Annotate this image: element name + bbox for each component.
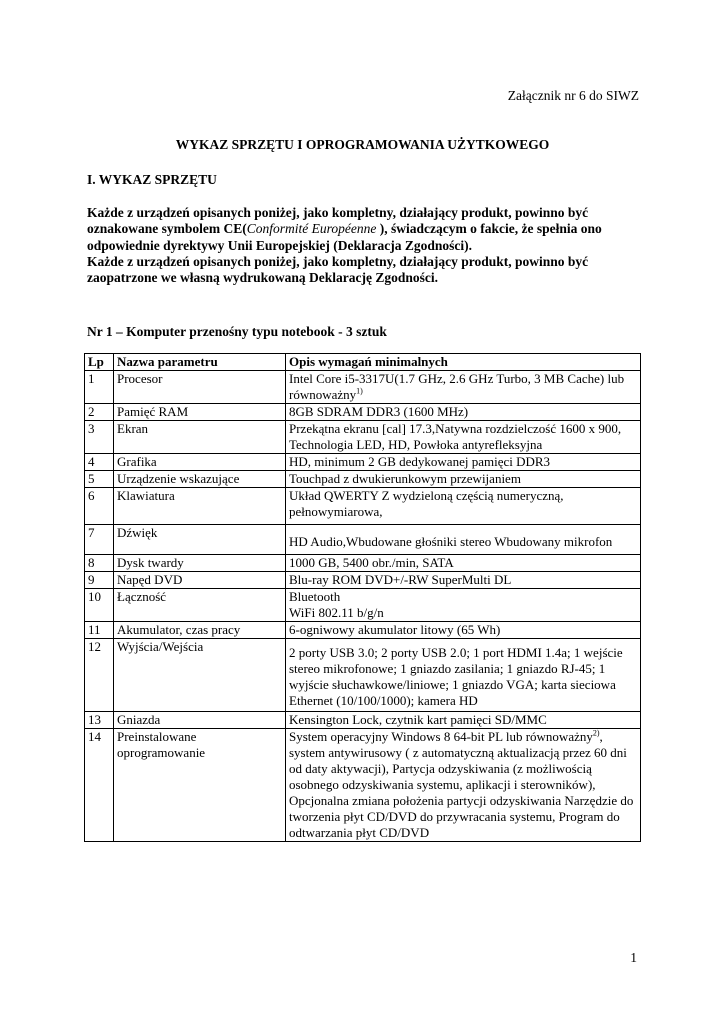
row-lp: 9: [85, 572, 114, 589]
row-desc: System operacyjny Windows 8 64-bit PL lub równoważny$^{2)}$, system antywirusowy ( z automatyczną aktualizacją przez 60 dni od daty aktywacji), Partycja odzyskiwania (z możliwością osobnego odzyskiwania systemu, aplikacji i sterowników), Opcjonalna zmiana położenia partycji odzyskiwania Narzędzie do tworzenia płyt CD/DVD do przywracania systemu, Program do odtwarzania płyt CD/DVD: [286, 729, 641, 842]
document-title: WYKAZ SPRZĘTU I OPROGRAMOWANIA UŻYTKOWEGO: [175, 137, 550, 152]
row-name: Gniazda: [114, 712, 286, 729]
row-name: Dysk twardy: [114, 555, 286, 572]
row-desc: 2 porty USB 3.0; 2 porty USB 2.0; 1 port HDMI 1.4a; 1 wejście stereo mikrofonowe; 1 gniazdo zasilania; 1 gniazdo RJ-45; 1 wyjście słuchawkowe/liniowe; 1 gniazdo VGA; karta sieciowa Ethernet (10/100/1000); kamera HD: [286, 639, 641, 712]
header-name: Nazwa parametru: [114, 354, 286, 371]
row-desc: Kensington Lock, czytnik kart pamięci SD/MMC: [286, 712, 641, 729]
row-name: Ekran: [114, 421, 286, 454]
table-row: [85, 371, 641, 404]
row-name: Grafika: [114, 454, 286, 471]
row-name: Wyjścia/Wejścia: [114, 639, 286, 712]
row-desc: 8GB SDRAM DDR3 (1600 MHz): [286, 404, 641, 421]
intro-paragraph-2: Każde z urządzeń opisanych poniżej, jako kompletny, działający produkt, powinno być zaopatrzone we własną wydrukowaną Deklarację Zgodności.: [87, 253, 589, 286]
row-lp: 7: [85, 525, 114, 555]
row-lp: 13: [85, 712, 114, 729]
intro-text: [87, 205, 647, 286]
row-desc: HD, minimum 2 GB dedykowanej pamięci DDR3: [286, 454, 641, 471]
table-row: [85, 622, 641, 639]
ce-italic: Conformité Européenne: [246, 221, 377, 237]
row-name: Klawiatura: [114, 488, 286, 525]
table-row: [85, 712, 641, 729]
row-lp: 5: [85, 471, 114, 488]
table-row: [85, 404, 641, 421]
page-number: 1: [630, 950, 637, 965]
row-lp: 2: [85, 404, 114, 421]
row-name: Pamięć RAM: [114, 404, 286, 421]
row-lp: 3: [85, 421, 114, 454]
header-desc: Opis wymagań minimalnych: [286, 354, 641, 371]
row-name: Urządzenie wskazujące: [114, 471, 286, 488]
table-row: [85, 555, 641, 572]
table-row: [85, 729, 641, 842]
row-name: Preinstalowane oprogramowanie: [114, 729, 286, 842]
row-desc: 1000 GB, 5400 obr./min, SATA: [286, 555, 641, 572]
table-row: [85, 421, 641, 454]
attachment-label: Załącznik nr 6 do SIWZ: [507, 88, 639, 103]
row-desc: 6-ogniwowy akumulator litowy (65 Wh): [286, 622, 641, 639]
table-row: [85, 454, 641, 471]
row-lp: 1: [85, 371, 114, 404]
row-name: Dźwięk: [114, 525, 286, 555]
row-desc: Przekątna ekranu [cal] 17.3,Natywna rozdzielczość 1600 x 900, Technologia LED, HD, Powłoka antyrefleksyjna: [286, 421, 641, 454]
table-row: [85, 639, 641, 712]
table-row: [85, 589, 641, 622]
row-lp: 6: [85, 488, 114, 525]
row-name: Akumulator, czas pracy: [114, 622, 286, 639]
row-desc: Blu-ray ROM DVD+/-RW SuperMulti DL: [286, 572, 641, 589]
table-row: [85, 572, 641, 589]
row-name: Łączność: [114, 589, 286, 622]
row-name: Procesor: [114, 371, 286, 404]
table-header-row: [85, 354, 641, 371]
row-lp: 4: [85, 454, 114, 471]
row-desc: Układ QWERTY Z wydzieloną częścią numeryczną, pełnowymiarowa,: [286, 488, 641, 525]
row-lp: 10: [85, 589, 114, 622]
row-name: Napęd DVD: [114, 572, 286, 589]
header-lp: Lp: [85, 354, 114, 371]
section-heading: I. WYKAZ SPRZĘTU: [87, 172, 217, 187]
row-desc: HD Audio,Wbudowane głośniki stereo Wbudowany mikrofon: [286, 525, 641, 555]
row-desc: Bluetooth WiFi 802.11 b/g/n: [286, 589, 641, 622]
table-row: [85, 525, 641, 555]
item-title: Nr 1 – Komputer przenośny typu notebook - 3 sztuk: [87, 324, 387, 339]
table-row: [85, 488, 641, 525]
table-row: [85, 471, 641, 488]
row-lp: 12: [85, 639, 114, 712]
row-desc: Touchpad z dwukierunkowym przewijaniem: [286, 471, 641, 488]
row-lp: 11: [85, 622, 114, 639]
spec-table: [84, 353, 641, 842]
row-lp: 14: [85, 729, 114, 842]
row-lp: 8: [85, 555, 114, 572]
intro-paragraph-1: Każde z urządzeń opisanych poniżej, jako kompletny, działający produkt, powinno być oznakowane symbolem CE(Conformité Européenne ), świadczącym o fakcie, że spełnia ono odpowiednie dyrektywy Unii Europejskiej (Deklaracja Zgodności).: [87, 205, 602, 253]
row-desc: Intel Core i5-3317U(1.7 GHz, 2.6 GHz Turbo, 3 MB Cache) lub równoważny$^{1)}$: [286, 371, 641, 404]
